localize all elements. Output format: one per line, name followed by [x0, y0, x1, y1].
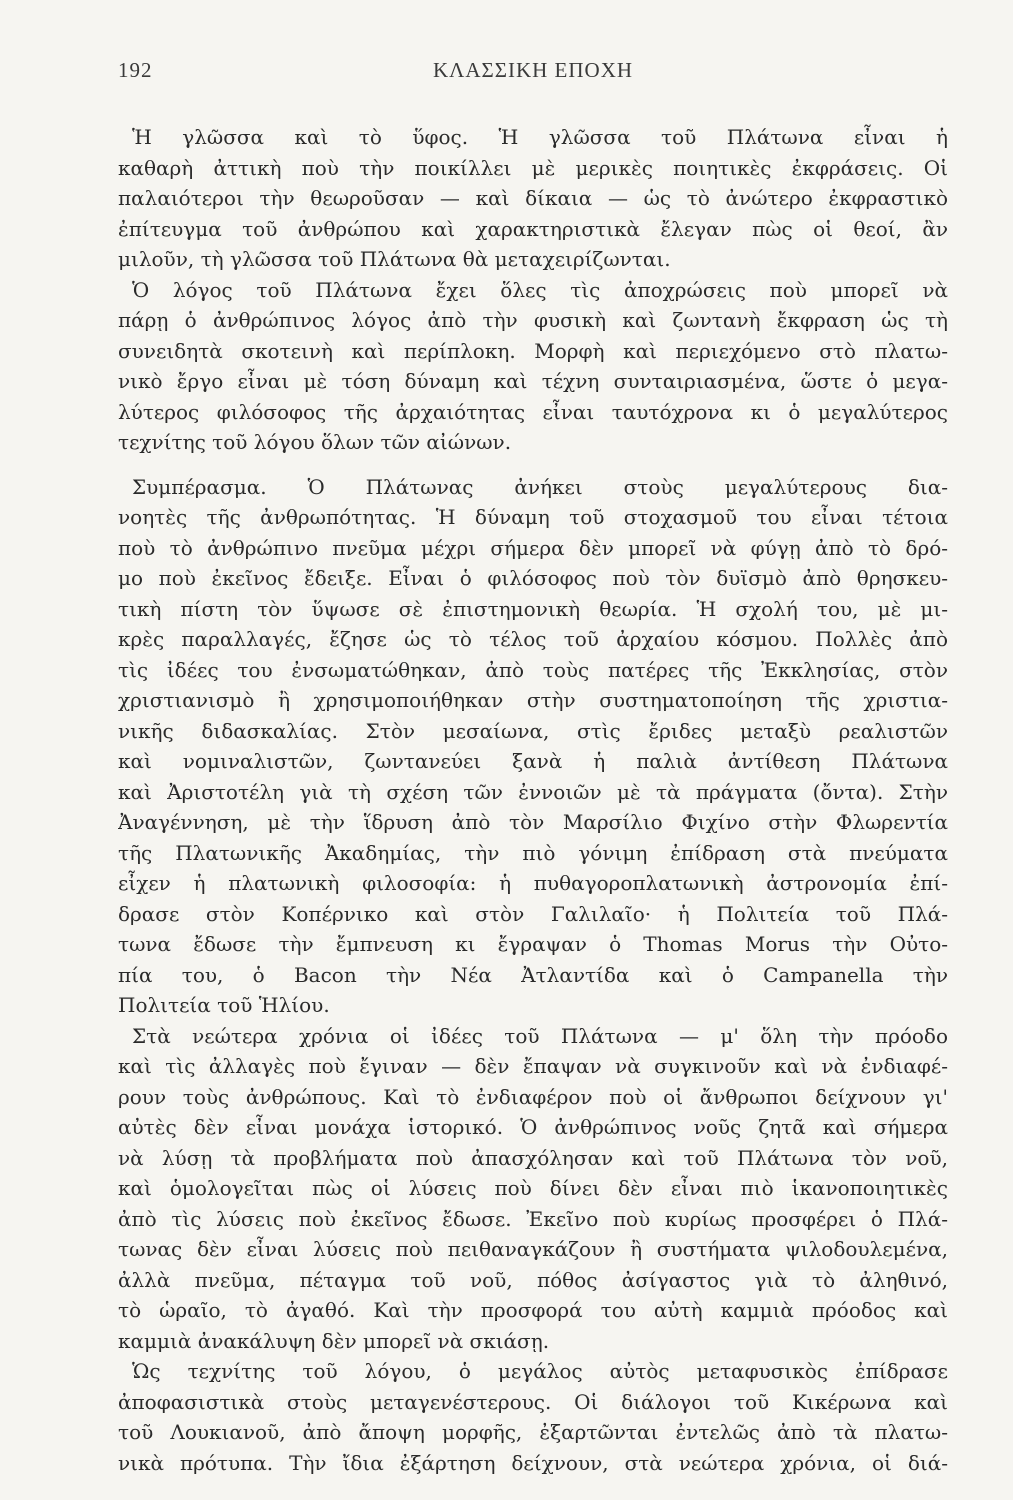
- text-line: τῆς Πλατωνικῆς Ἀκαδημίας, τὴν πιὸ γόνιμη ἐπίδραση στὰ πνεύματα: [118, 840, 948, 865]
- paragraph: [118, 275, 948, 458]
- text-line: ἀποφασιστικὰ στοὺς μεταγενέστερους. Οἱ διάλογοι τοῦ Κικέρωνα καὶ: [118, 1389, 948, 1414]
- text-line: ποὺ τὸ ἀνθρώπινο πνεῦμα μέχρι σήμερα δὲν μπορεῖ νὰ φύγῃ ἀπὸ τὸ δρό-: [118, 535, 948, 560]
- text-line: ἀλλὰ πνεῦμα, πέταγμα τοῦ νοῦ, πόθος ἀσίγαστος γιὰ τὸ ἀληθινό,: [118, 1267, 948, 1292]
- text-line: ρουν τοὺς ἀνθρώπους. Καὶ τὸ ἐνδιαφέρον ποὺ οἱ ἄνθρωποι δείχνουν γι': [118, 1084, 948, 1109]
- text-line: νὰ λύσῃ τὰ προβλήματα ποὺ ἀπασχόλησαν καὶ τοῦ Πλάτωνα τὸν νοῦ,: [118, 1145, 948, 1170]
- text-line: λύτερος φιλόσοφος τῆς ἀρχαιότητας εἶναι ταυτόχρονα κι ὁ μεγαλύτερος: [118, 399, 948, 424]
- text-line: τεχνίτης τοῦ λόγου ὅλων τῶν αἰώνων.: [118, 430, 512, 454]
- paragraph: [118, 1356, 948, 1478]
- running-title: ΚΛΑΣΣΙΚΗ ΕΠΟΧΗ: [432, 58, 634, 82]
- text-line: πάρῃ ὁ ἀνθρώπινος λόγος ἀπὸ τὴν φυσικὴ καὶ ζωντανὴ ἔκφραση ὡς τὴ: [118, 308, 948, 332]
- text-line: Στὰ νεώτερα χρόνια οἱ ἰδέες τοῦ Πλάτωνα — μ' ὅλη τὴν πρόοδο: [132, 1023, 948, 1048]
- text-line: Συμπέρασμα. Ὁ Πλάτωνας ἀνήκει στοὺς μεγαλύτερους δια-: [132, 474, 948, 499]
- text-line: αὐτὲς δὲν εἶναι μονάχα ἱστορικό. Ὁ ἀνθρώπινος νοῦς ζητᾶ καὶ σήμερα: [118, 1115, 948, 1139]
- text-line: συνειδητὰ σκοτεινὴ καὶ περίπλοκη. Μορφὴ καὶ περιεχόμενο στὸ πλατω-: [118, 338, 948, 363]
- paragraph: [118, 1021, 948, 1357]
- text-line: μο ποὺ ἐκεῖνος ἔδειξε. Εἶναι ὁ φιλόσοφος ποὺ τὸν δυϊσμὸ ἀπὸ θρησκευ-: [118, 566, 948, 590]
- text-line: Ἀναγέννηση, μὲ τὴν ἵδρυση ἀπὸ τὸν Μαρσίλιο Φιχίνο στὴν Φλωρεντία: [118, 810, 948, 834]
- text-line: τὶς ἰδέες του ἐνσωματώθηκαν, ἀπὸ τοὺς πατέρες τῆς Ἐκκλησίας, στὸν: [118, 657, 948, 682]
- paragraph-gap: [118, 458, 948, 472]
- text-line: ἐπίτευγμα τοῦ ἀνθρώπου καὶ χαρακτηριστικὰ ἔλεγαν πὼς οἱ θεοί, ἂν: [118, 216, 948, 241]
- text-line: Ἡ γλῶσσα καὶ τὸ ὕφος. Ἡ γλῶσσα τοῦ Πλάτωνα εἶναι ἡ: [132, 125, 948, 149]
- text-line: κρὲς παραλλαγές, ἔζησε ὡς τὸ τέλος τοῦ ἀρχαίου κόσμου. Πολλὲς ἀπὸ: [118, 627, 948, 651]
- text-line: νικὸ ἔργο εἶναι μὲ τόση δύναμη καὶ τέχνη συνταιριασμένα, ὥστε ὁ μεγα-: [118, 369, 948, 393]
- text-line: νικῆς διδασκαλίας. Στὸν μεσαίωνα, στὶς ἔριδες μεταξὺ ρεαλιστῶν: [118, 718, 948, 743]
- text-line: καὶ Ἀριστοτέλη γιὰ τὴ σχέση τῶν ἐννοιῶν μὲ τὰ πράγματα (ὄντα). Στὴν: [118, 779, 948, 804]
- text-line: τωνας δὲν εἶναι λύσεις ποὺ πειθαναγκάζουν ἢ συστήματα ψιλοδουλεμένα,: [118, 1237, 948, 1261]
- text-line: καὶ ὁμολογεῖται πὼς οἱ λύσεις ποὺ δίνει δὲν εἶναι πιὸ ἱκανοποιητικὲς: [118, 1176, 948, 1200]
- text-line: Πολιτεία τοῦ Ἡλίου.: [118, 993, 330, 1017]
- text-line: καὶ νομιναλιστῶν, ζωντανεύει ξανὰ ἡ παλιὰ ἀντίθεση Πλάτωνα: [118, 749, 948, 773]
- text-line: νικὰ πρότυπα. Τὴν ἴδια ἐξάρτηση δείχνουν, στὰ νεώτερα χρόνια, οἱ διά-: [118, 1450, 948, 1475]
- text-line: χριστιανισμὸ ἢ χρησιμοποιήθηκαν στὴν συστηματοποίηση τῆς χριστια-: [118, 688, 948, 712]
- text-line: ἀπὸ τὶς λύσεις ποὺ ἐκεῖνος ἔδωσε. Ἐκεῖνο ποὺ κυρίως προσφέρει ὁ Πλά-: [118, 1206, 948, 1231]
- text-line: καμμιὰ ἀνακάλυψη δὲν μπορεῖ νὰ σκιάσῃ.: [118, 1328, 550, 1353]
- text-line: δρασε στὸν Κοπέρνικο καὶ στὸν Γαλιλαῖο· ἡ Πολιτεία τοῦ Πλά-: [118, 901, 948, 926]
- text-line: καθαρὴ ἀττικὴ ποὺ τὴν ποικίλλει μὲ μερικὲς ποιητικὲς ἐκφράσεις. Οἱ: [118, 155, 948, 180]
- text-line: πία του, ὁ Bacon τὴν Νέα Ἀτλαντίδα καὶ ὁ Campanella τὴν: [118, 962, 948, 987]
- text-line: εἶχεν ἡ πλατωνικὴ φιλοσοφία: ἡ πυθαγοροπλατωνικὴ ἀστρονομία ἐπί-: [118, 871, 948, 895]
- text-line: τικὴ πίστη τὸν ὕψωσε σὲ ἐπιστημονικὴ θεωρία. Ἡ σχολή του, μὲ μι-: [118, 596, 948, 621]
- paragraph: [118, 472, 948, 1021]
- text-line: τὸ ὡραῖο, τὸ ἀγαθό. Καὶ τὴν προσφορά του αὐτὴ καμμιὰ πρόοδος καὶ: [118, 1298, 948, 1322]
- text-line: νοητὲς τῆς ἀνθρωπότητας. Ἡ δύναμη τοῦ στοχασμοῦ του εἶναι τέτοια: [118, 505, 948, 529]
- text-line: τοῦ Λουκιανοῦ, ἀπὸ ἄποψη μορφῆς, ἐξαρτῶνται ἐντελῶς ἀπὸ τὰ πλατω-: [118, 1420, 948, 1444]
- page-header: [118, 58, 948, 88]
- paragraph: [118, 122, 948, 275]
- text-line: καὶ τὶς ἀλλαγὲς ποὺ ἔγιναν — δὲν ἔπαψαν νὰ συγκινοῦν καὶ νὰ ἐνδιαφέ-: [118, 1054, 948, 1078]
- page-number: 192: [118, 58, 153, 82]
- page-body: [118, 122, 948, 1478]
- text-line: Ὁ λόγος τοῦ Πλάτωνα ἔχει ὅλες τὶς ἀποχρώσεις ποὺ μπορεῖ νὰ: [132, 277, 948, 302]
- text-line: παλαιότεροι τὴν θεωροῦσαν — καὶ δίκαια — ὡς τὸ ἀνώτερο ἐκφραστικὸ: [118, 186, 948, 210]
- text-line: Ὡς τεχνίτης τοῦ λόγου, ὁ μεγάλος αὐτὸς μεταφυσικὸς ἐπίδρασε: [132, 1359, 948, 1383]
- text-line: τωνα ἔδωσε τὴν ἔμπνευση κι ἔγραψαν ὁ Thomas Morus τὴν Οὐτο-: [118, 932, 948, 956]
- text-line: μιλοῦν, τὴ γλῶσσα τοῦ Πλάτωνα θὰ μεταχειρίζωνται.: [118, 247, 671, 271]
